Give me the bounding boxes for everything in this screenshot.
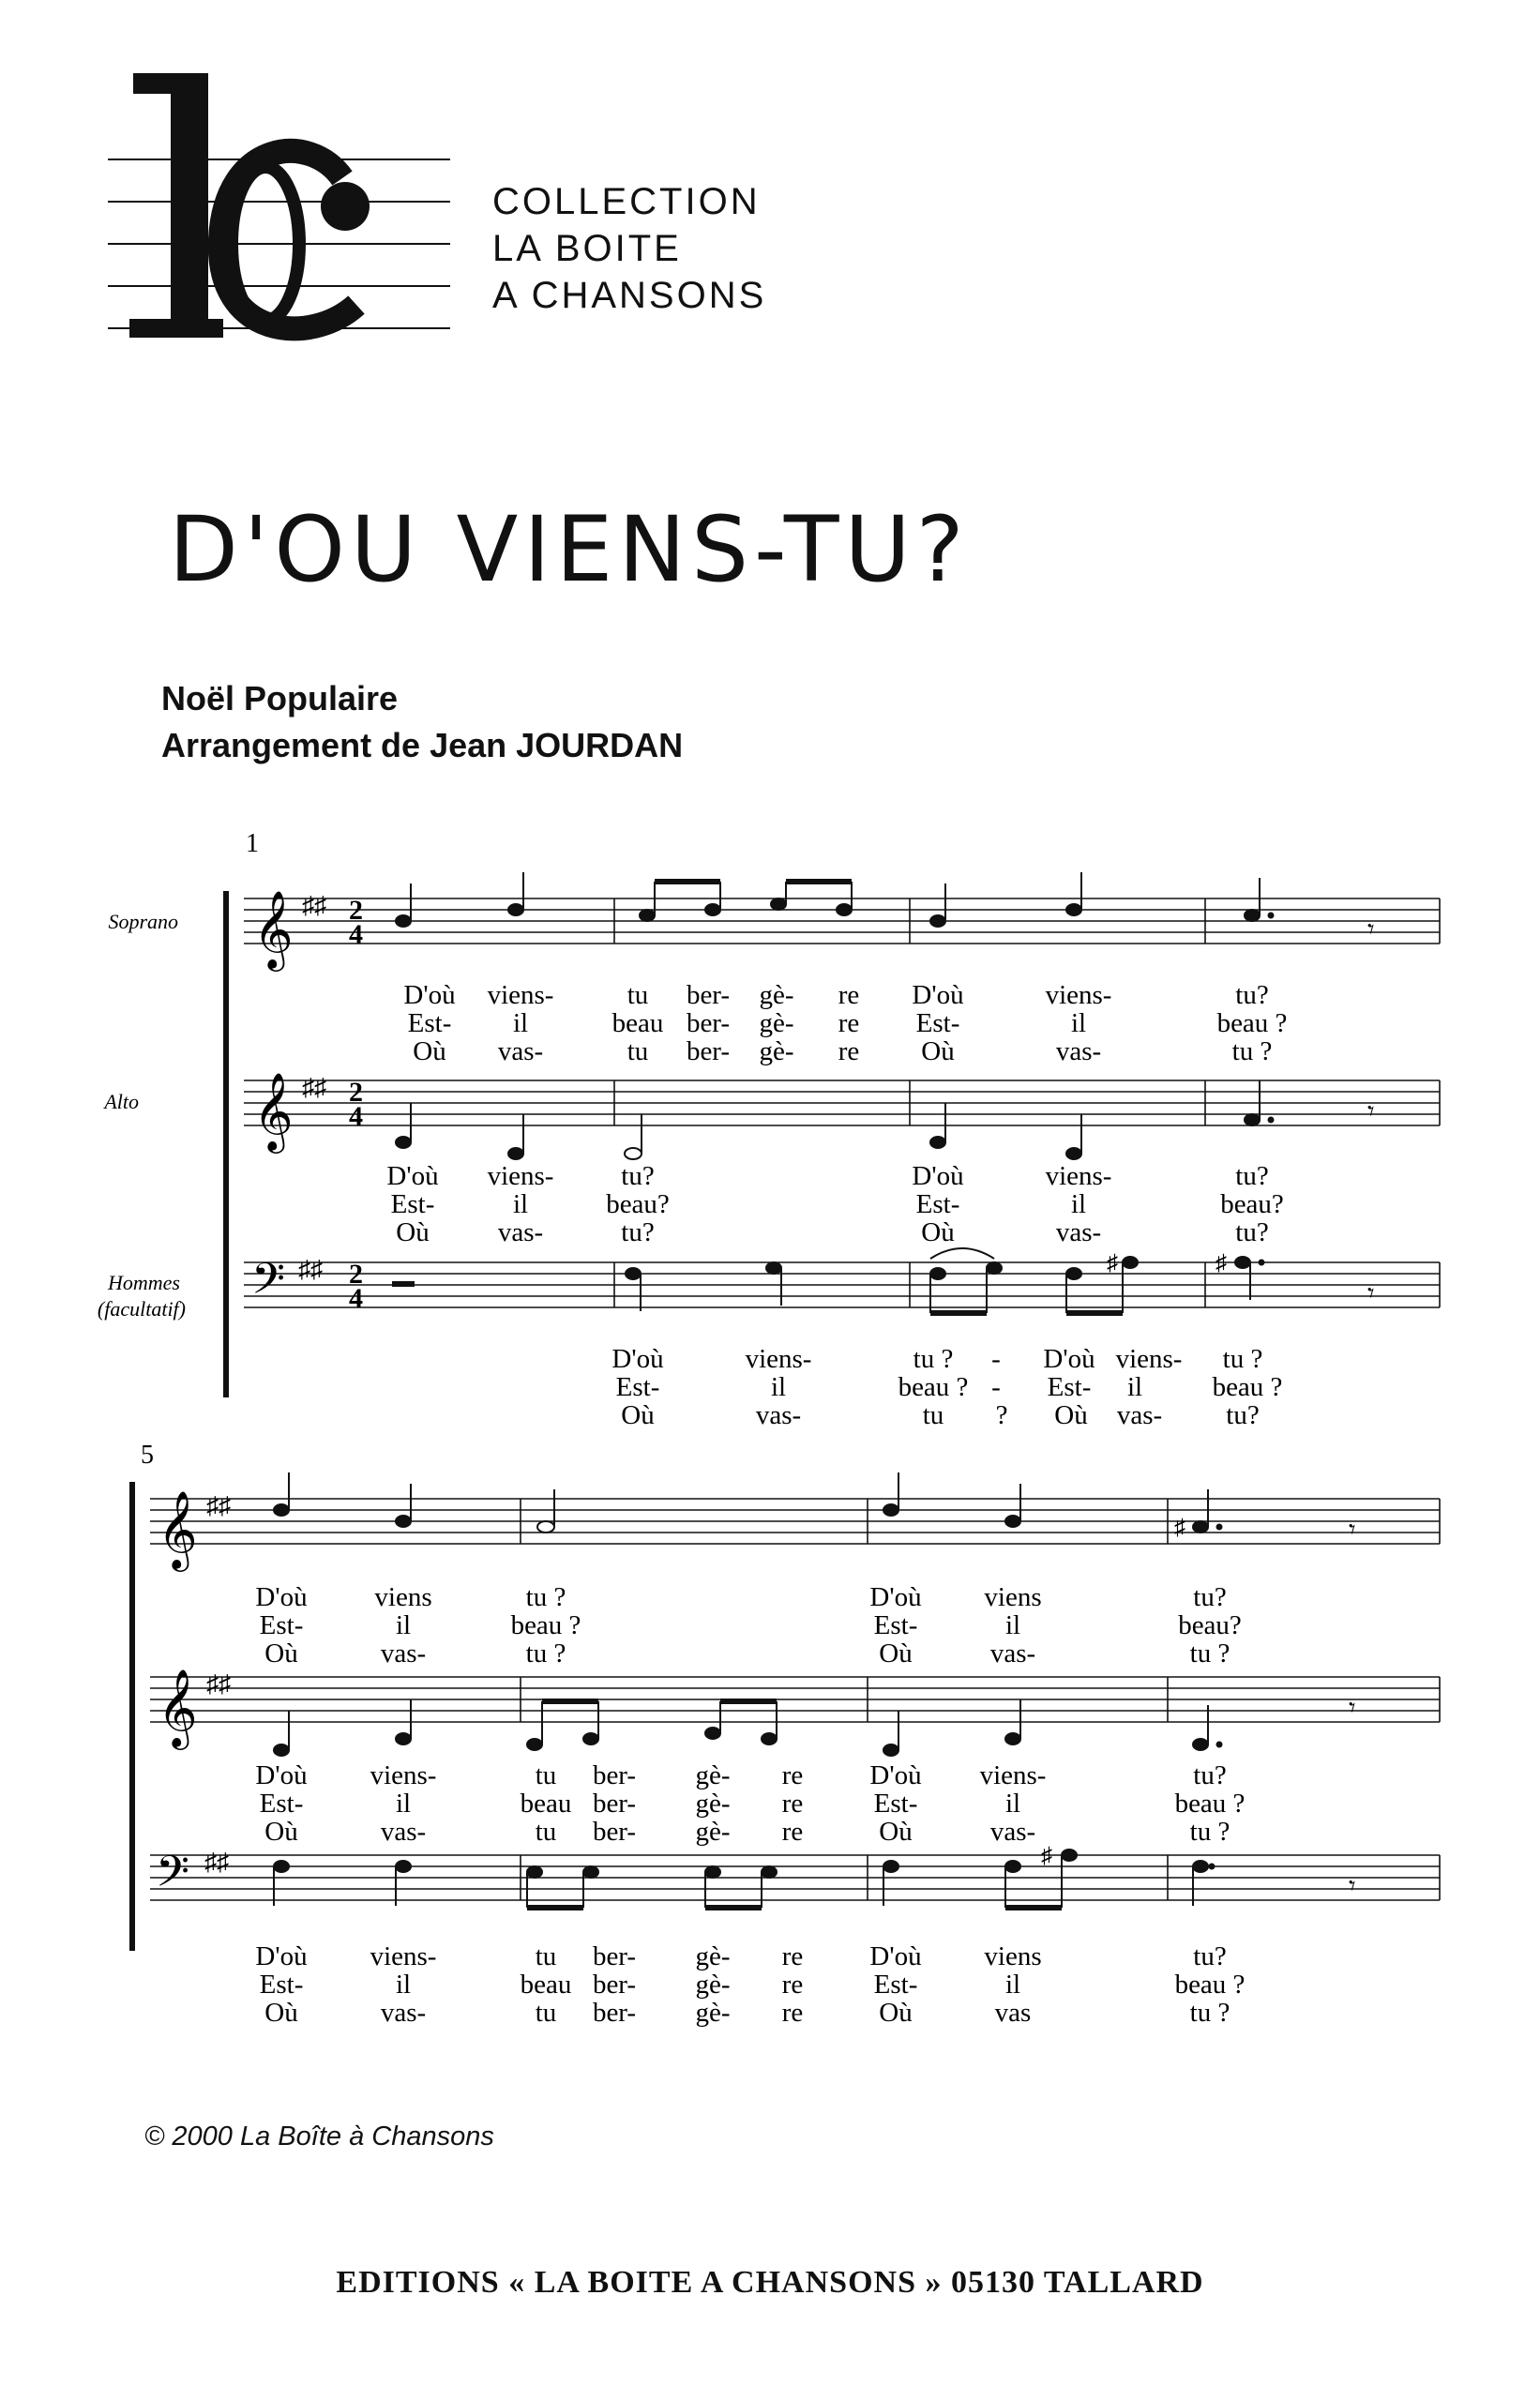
lyric: re: [781, 1941, 804, 1971]
lyric: vas-: [989, 1817, 1036, 1847]
lyric: tu?: [1193, 1941, 1227, 1971]
lyric: re: [781, 1970, 804, 2000]
lyric: viens-: [745, 1344, 812, 1374]
lyric: tu?: [1235, 1161, 1269, 1191]
lyric: il: [1070, 1189, 1087, 1219]
lyric: viens: [374, 1582, 432, 1612]
lyric: tu?: [621, 1217, 655, 1247]
lyric: viens-: [370, 1941, 437, 1971]
staff-soprano-2: [150, 1499, 1440, 1544]
lyric: Où: [396, 1217, 430, 1247]
key-signature: ♯♯: [206, 1670, 231, 1698]
key-signature: ♯♯: [302, 892, 326, 919]
lyric: beau?: [1178, 1610, 1242, 1640]
lyric: Est-: [615, 1372, 660, 1402]
lyric: tu ?: [525, 1582, 566, 1612]
lyric: Est-: [915, 1008, 960, 1038]
lyric: viens-: [1045, 980, 1112, 1010]
lyric: beau?: [1220, 1189, 1284, 1219]
rest: 𝄾: [1367, 1279, 1375, 1308]
lyric: Où: [879, 1998, 913, 2028]
half-rest: [392, 1281, 415, 1287]
lyric: -: [991, 1344, 1001, 1374]
lyric: viens-: [370, 1760, 437, 1790]
lyric: D'où: [386, 1161, 439, 1191]
lyric: Où: [264, 1817, 298, 1847]
lyric: D'où: [869, 1941, 922, 1971]
rest: 𝄾: [1349, 1694, 1356, 1723]
bass-clef: 𝄢: [156, 1849, 190, 1907]
lyric: Où: [621, 1400, 655, 1430]
lyric: ber-: [592, 1817, 637, 1847]
arranger-credit: Arrangement de Jean JOURDAN: [161, 726, 684, 764]
lyric: tu ?: [1222, 1344, 1263, 1374]
lyric: gè-: [695, 1998, 731, 2028]
lyric: gè-: [695, 1760, 731, 1790]
lyric: D'où: [869, 1760, 922, 1790]
collection-line-3: A CHANSONS: [492, 275, 767, 316]
lyric: tu?: [1235, 1217, 1269, 1247]
staff-alto-2: [150, 1677, 1440, 1722]
lyric: ber-: [592, 1998, 637, 2028]
notes-soprano: [396, 872, 1274, 927]
lyric: tu?: [1226, 1400, 1260, 1430]
lyric: viens-: [1115, 1344, 1183, 1374]
lyric: re: [781, 1760, 804, 1790]
system-1: [98, 829, 1440, 1430]
lyric: tu ?: [1189, 1638, 1230, 1669]
lyric: Où: [921, 1036, 955, 1066]
lyric: beau ?: [1174, 1789, 1246, 1819]
lyric: Où: [879, 1638, 913, 1669]
system-bracket: [223, 891, 229, 1397]
lyric: vas-: [497, 1217, 544, 1247]
score: [0, 816, 1540, 2063]
time-signature-top: 2: [349, 1077, 363, 1108]
sharp-accidental: ♯: [1107, 1251, 1118, 1276]
treble-clef: 𝄞: [253, 892, 294, 967]
collection-line-1: COLLECTION: [492, 181, 761, 222]
system-2: [129, 1441, 1440, 2028]
lyric: Est-: [873, 1970, 918, 2000]
lyric: ber-: [592, 1760, 637, 1790]
song-title: D'OU VIENS-TU?: [169, 497, 970, 602]
rest: 𝄾: [1349, 1516, 1356, 1545]
staff-label-soprano: Soprano: [108, 910, 178, 933]
lyric: viens-: [1045, 1161, 1112, 1191]
lyric: D'où: [869, 1582, 922, 1612]
lyric: vas-: [1055, 1036, 1102, 1066]
lyric: beau ?: [1216, 1008, 1288, 1038]
time-signature-bottom: 4: [349, 919, 363, 950]
lyric: beau?: [606, 1189, 670, 1219]
lyric: gè-: [695, 1941, 731, 1971]
notes-hommes-2: [274, 1850, 1215, 1908]
collection-line-2: LA BOITE: [492, 228, 682, 269]
sharp-accidental: ♯: [1174, 1516, 1185, 1540]
lyric: vas-: [497, 1036, 544, 1066]
lyric: -: [991, 1372, 1001, 1402]
lyric: il: [512, 1189, 529, 1219]
lyric: tu?: [621, 1161, 655, 1191]
lyric: tu: [535, 1817, 557, 1847]
lyric: tu ?: [1231, 1036, 1273, 1066]
lyric: il: [1004, 1970, 1021, 2000]
lyric: Est-: [407, 1008, 452, 1038]
rest: 𝄾: [1367, 1097, 1375, 1126]
lyric: gè-: [695, 1789, 731, 1819]
staff-label-hommes: Hommes: [108, 1271, 180, 1294]
lyrics-soprano-2: [255, 1582, 1241, 1669]
treble-clef: 𝄞: [253, 1074, 294, 1149]
lyric: viens: [984, 1941, 1042, 1971]
key-signature: ♯♯: [206, 1492, 231, 1519]
lyric: re: [781, 1817, 804, 1847]
lyric: D'où: [255, 1941, 308, 1971]
lyric: beau ?: [1174, 1970, 1246, 2000]
lyric: Est-: [915, 1189, 960, 1219]
publisher-footer: EDITIONS « LA BOITE A CHANSONS » 05130 TALLARD: [336, 2265, 1204, 2300]
lyrics-hommes-2: [255, 1941, 1245, 2028]
lyric: Est-: [390, 1189, 435, 1219]
notes-hommes: [626, 1248, 1264, 1313]
lyric: Est-: [873, 1610, 918, 1640]
staff-label-facultatif: (facultatif): [97, 1297, 186, 1321]
lyric: tu?: [1235, 980, 1269, 1010]
lyric: beau ?: [510, 1610, 581, 1640]
lyric: re: [838, 980, 860, 1010]
system-bracket: [129, 1482, 135, 1951]
lyric: re: [781, 1998, 804, 2028]
lyric: D'où: [403, 980, 456, 1010]
lyric: vas-: [380, 1998, 427, 2028]
lyric: ber-: [686, 1036, 731, 1066]
lyric: tu ?: [913, 1344, 954, 1374]
lyric: Est-: [1047, 1372, 1092, 1402]
lyric: viens: [984, 1582, 1042, 1612]
lyric: ?: [995, 1400, 1008, 1430]
measure-number: 1: [246, 829, 259, 858]
lyrics-alto: [386, 1161, 1283, 1247]
lyric: D'où: [255, 1582, 308, 1612]
lyric: beau ?: [1212, 1372, 1283, 1402]
staff-hommes-2: [150, 1855, 1440, 1900]
key-signature: ♯♯: [302, 1074, 326, 1101]
lyric: tu: [627, 980, 649, 1010]
lyric: re: [838, 1008, 860, 1038]
rest: 𝄾: [1349, 1872, 1356, 1901]
treble-clef: 𝄞: [158, 1670, 198, 1745]
lyric: il: [512, 1008, 529, 1038]
bass-clef: 𝄢: [251, 1256, 286, 1314]
lyric: vas: [994, 1998, 1032, 2028]
lyrics-alto-2: [255, 1760, 1245, 1847]
lyric: il: [395, 1610, 412, 1640]
lyric: Est-: [259, 1970, 304, 2000]
lyric: ber-: [592, 1941, 637, 1971]
lyric: il: [1070, 1008, 1087, 1038]
staff-hommes: [244, 1262, 1440, 1307]
lyric: re: [781, 1789, 804, 1819]
time-signature-bottom: 4: [349, 1101, 363, 1132]
lyric: re: [838, 1036, 860, 1066]
lyric: il: [770, 1372, 787, 1402]
collection-logo: [103, 66, 460, 356]
lyric: gè-: [759, 1036, 794, 1066]
copyright-notice: © 2000 La Boîte à Chansons: [144, 2122, 494, 2152]
lyric: vas-: [989, 1638, 1036, 1669]
lyric: vas-: [380, 1638, 427, 1669]
lyric: gè-: [759, 980, 794, 1010]
lyric: Où: [921, 1217, 955, 1247]
lyric: viens-: [979, 1760, 1047, 1790]
lyric: tu: [627, 1036, 649, 1066]
lyric: tu ?: [1189, 1998, 1230, 2028]
lyric: beau: [520, 1970, 572, 2000]
lyric: ber-: [686, 980, 731, 1010]
lyric: vas-: [380, 1817, 427, 1847]
lyric: gè-: [695, 1817, 731, 1847]
lyric: beau: [611, 1008, 664, 1038]
lyric: Où: [264, 1638, 298, 1669]
sharp-accidental: ♯: [1041, 1844, 1052, 1868]
lyric: il: [395, 1970, 412, 2000]
key-signature: ♯♯: [204, 1849, 229, 1876]
lyric: tu?: [1193, 1760, 1227, 1790]
lyric: vas-: [1055, 1217, 1102, 1247]
notes-alto-2: [274, 1699, 1222, 1756]
lyric: gè-: [695, 1970, 731, 2000]
time-signature-top: 2: [349, 1259, 363, 1290]
staff-label-alto: Alto: [104, 1090, 139, 1113]
lyric: tu ?: [525, 1638, 566, 1669]
time-signature-bottom: 4: [349, 1283, 363, 1314]
lyric: tu?: [1193, 1582, 1227, 1612]
lyric: Où: [264, 1998, 298, 2028]
lyric: gè-: [759, 1008, 794, 1038]
collection-name: [492, 178, 766, 319]
sharp-accidental: ♯: [1215, 1251, 1227, 1276]
lyric: viens-: [487, 1161, 554, 1191]
lyric: il: [1004, 1610, 1021, 1640]
lyric: D'où: [912, 980, 964, 1010]
lyrics-soprano: [403, 980, 1287, 1066]
lyric: Où: [879, 1817, 913, 1847]
lyrics-hommes: [611, 1344, 1282, 1430]
notes-soprano-2: [274, 1472, 1222, 1533]
lyric: tu: [535, 1760, 557, 1790]
lyric: beau ?: [898, 1372, 969, 1402]
lyric: ber-: [592, 1789, 637, 1819]
lyric: beau: [520, 1789, 572, 1819]
time-signature-top: 2: [349, 895, 363, 926]
lyric: tu: [922, 1400, 944, 1430]
lyric: tu: [535, 1941, 557, 1971]
lyric: tu: [535, 1998, 557, 2028]
lyric: ber-: [686, 1008, 731, 1038]
lyric: il: [1126, 1372, 1143, 1402]
credits: [161, 675, 683, 769]
rest: 𝄾: [1367, 915, 1375, 944]
lyric: Est-: [259, 1789, 304, 1819]
lyric: Est-: [259, 1610, 304, 1640]
lyric: D'où: [255, 1760, 308, 1790]
lyric: viens-: [487, 980, 554, 1010]
measure-number: 5: [141, 1441, 154, 1470]
lyric: ber-: [592, 1970, 637, 2000]
lyric: D'où: [912, 1161, 964, 1191]
lyric: vas-: [1116, 1400, 1163, 1430]
origin-credit: Noël Populaire: [161, 679, 399, 717]
lyric: il: [395, 1789, 412, 1819]
lyric: Où: [413, 1036, 446, 1066]
lyric: il: [1004, 1789, 1021, 1819]
lyric: D'où: [1043, 1344, 1095, 1374]
lyric: vas-: [755, 1400, 802, 1430]
lyric: tu ?: [1189, 1817, 1230, 1847]
lyric: Où: [1054, 1400, 1088, 1430]
key-signature: ♯♯: [298, 1256, 323, 1283]
lyric: Est-: [873, 1789, 918, 1819]
treble-clef: 𝄞: [158, 1492, 198, 1567]
lyric: D'où: [611, 1344, 664, 1374]
